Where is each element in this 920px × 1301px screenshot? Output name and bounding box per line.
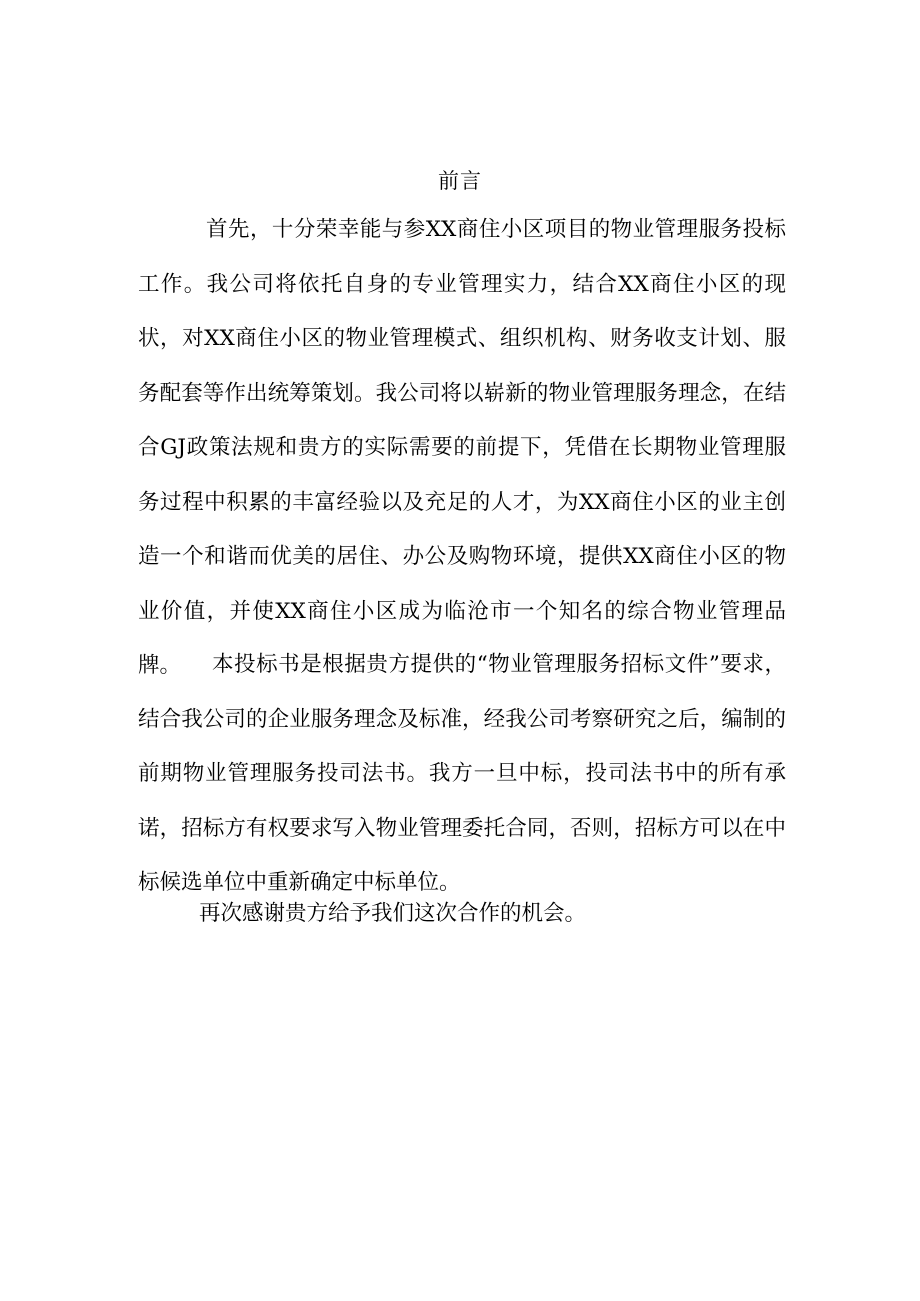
- paragraph-thanks: 再次感谢贵方给予我们这次合作的机会。: [199, 901, 587, 926]
- page-title: 前言: [438, 169, 482, 193]
- paragraph-bid-description: 本投标书是根据贵方提供的“物业管理服务招标文件”要求，结合我公司的企业服务理念及标准，经我公司考察研究之后，编制的前期物业管理服务投司法书。我方一旦中标，投司法书中的所有承诺，招标方有权要求写入物业管理委托合同，否则，招标方可以在中标候选单位中重新确定中标单位。: [138, 652, 786, 895]
- paragraph-intro: 首先，十分荣幸能与参XX商住小区项目的物业管理服务投标工作。我公司将依托自身的专业管理实力，结合XX商住小区的现状，对XX商住小区的物业管理模式、组织机构、财务收支计划、服务配套等作出统筹策划。我公司将以崭新的物业管理服务理念，在结合GJ政策法规和贵方的实际需要的前提下，凭借在长期物业管理服务过程中积累的丰富经验以及充足的人才，为XX商住小区的业主创造一个和谐而优美的居住、办公及购物环境，提供XX商住小区的物业价值，并使XX商住小区成为临沧市一个知名的综合物业管理品牌。: [138, 217, 786, 678]
